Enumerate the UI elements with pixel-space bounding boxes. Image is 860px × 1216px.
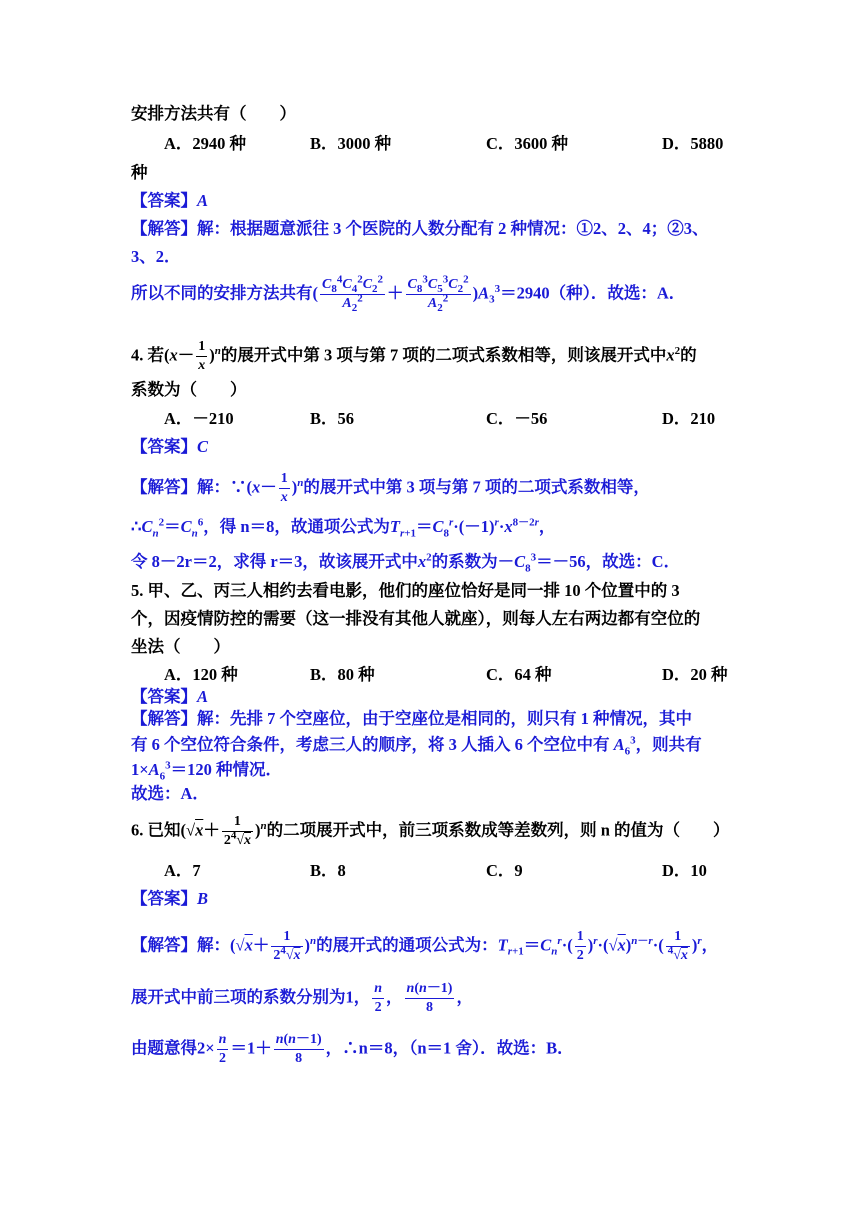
q4-option-c: C．－56	[486, 409, 548, 428]
q3-option-d-wrap: 种	[131, 163, 148, 182]
q4-solution-line3: 令 8－2r＝2，求得 r＝3，故该展开式中$x^2$的系数为$-C_8^3=-56$，故选：C．	[131, 551, 681, 575]
q4-option-d: D．210	[662, 409, 716, 428]
q5-option-c: C．64 种	[486, 665, 552, 684]
q5-option-b: B．80 种	[310, 665, 375, 684]
q3-solution-line2: 3、2．	[131, 247, 181, 266]
q5-stem-line1: 5. 甲、乙、丙三人相约去看电影，他们的座位恰好是同一排 10 个位置中的 3	[131, 581, 680, 600]
q3-option-d: D．5880	[662, 134, 724, 153]
answer-label: 【答案】	[131, 191, 197, 210]
q3-stem-tail: 安排方法共有（ ）	[131, 104, 296, 123]
q4-option-b: B．56	[310, 409, 355, 428]
q3-option-a: A．2940 种	[164, 134, 247, 153]
answer-value: A	[197, 191, 209, 210]
q4-stem-line1: 4. 若(x－ $\frac{1}{x}$ )$^n$的展开式中第 3 项与第 7 项的二项式系数相等，则该展开式中$x^2$的	[131, 339, 697, 373]
fraction: $\frac{C_8^4C_4^2C_2^2}{A_2^2}$	[322, 273, 384, 314]
q5-stem-line2: 个，因疫情防控的需要（这一排没有其他人就座），则每人左右两边都有空位的	[131, 609, 701, 628]
q3-option-b: B．3000 种	[310, 134, 392, 153]
q5-solution-line4: 故选：A．	[131, 784, 209, 803]
q5-answer: 【答案】A	[131, 687, 209, 706]
q6-solution-line2: 展开式中前三项的系数分别为1， $\frac{n}{2}$ ， $\frac{n(n-1)}{8}$ ，	[131, 981, 473, 1015]
q6-option-c: C．9	[486, 861, 523, 880]
q4-solution-line1: 【解答】解：∵(x－ $\frac{1}{x}$ )$^n$的展开式中第 3 项与第 7 项的二项式系数相等，	[131, 471, 650, 505]
q5-solution-line1: 【解答】解：先排 7 个空座位，由于空座位是相同的，则只有 1 种情况，其中	[131, 709, 692, 728]
q3-solution-line1: 【解答】解：根据题意派往 3 个医院的人数分配有 2 种情况：①2、2、4；②3、	[131, 219, 709, 238]
q6-option-b: B．8	[310, 861, 346, 880]
q4-option-a: A．－210	[164, 409, 234, 428]
q5-option-a: A．120 种	[164, 665, 238, 684]
q4-stem-line2: 系数为（ ）	[131, 380, 247, 399]
q5-stem-line3: 坐法（ ）	[131, 637, 230, 656]
q5-solution-line3: $1\times A_6^3=120$ 种情况．	[131, 759, 283, 783]
q5-option-d: D．20 种	[662, 665, 728, 684]
fraction: $\frac{C_8^3C_5^3C_2^2}{A_2^2}$	[407, 273, 469, 314]
q6-solution-line3: 由题意得2× $\frac{n}{2}$ ＝1＋ $\frac{n(n-1)}{8}$ ，∴n＝8，（n＝1 舍）．故选：B．	[131, 1032, 574, 1066]
q4-solution-line2: $\therefore C_n^2=C_n^6$，得 n＝8，故通项公式为$T_{r+1}=C_8^r\cdot(-1)^r\cdot x^{8-2r}$，	[131, 516, 556, 540]
q6-solution-line1: 【解答】解：(√x＋ $\frac{1}{2^4√x}$ )$^n$的展开式的通项公式为：$T_{r+1}=C_n^r\cdot$( $\frac{1}{2}$ )$^r\cdot(√x)^{n-r}\cdot$( $\frac{1}{^4√x}$ )$^r$，	[131, 929, 719, 963]
solution-label: 【解答】	[131, 219, 197, 238]
q6-stem: 6. 已知(√x＋ $\frac{1}{2^4√x}$ )$^n$的二项展开式中，前三项系数成等差数列，则 n 的值为（ ）	[131, 814, 730, 848]
q3-answer	[131, 190, 208, 212]
q6-answer: 【答案】B	[131, 889, 209, 908]
q5-solution-line2: 有 6 个空位符合条件，考虑三人的顺序，将 3 人插入 6 个空位中有 $A_6^3$，则共有	[131, 734, 702, 758]
q3-option-c: C．3600 种	[486, 134, 569, 153]
q6-option-d: D．10	[662, 861, 707, 880]
q4-answer: 【答案】C	[131, 437, 209, 456]
q6-option-a: A．7	[164, 861, 201, 880]
q3-solution-line3: 所以不同的安排方法共有( $\frac{C_8^4C_4^2C_2^2}{A_2^2}$ ＋ $\frac{C_8^3C_5^3C_2^2}{A_2^2}$ )$A_3^3=2940$（种）．故选：A．	[131, 273, 686, 314]
